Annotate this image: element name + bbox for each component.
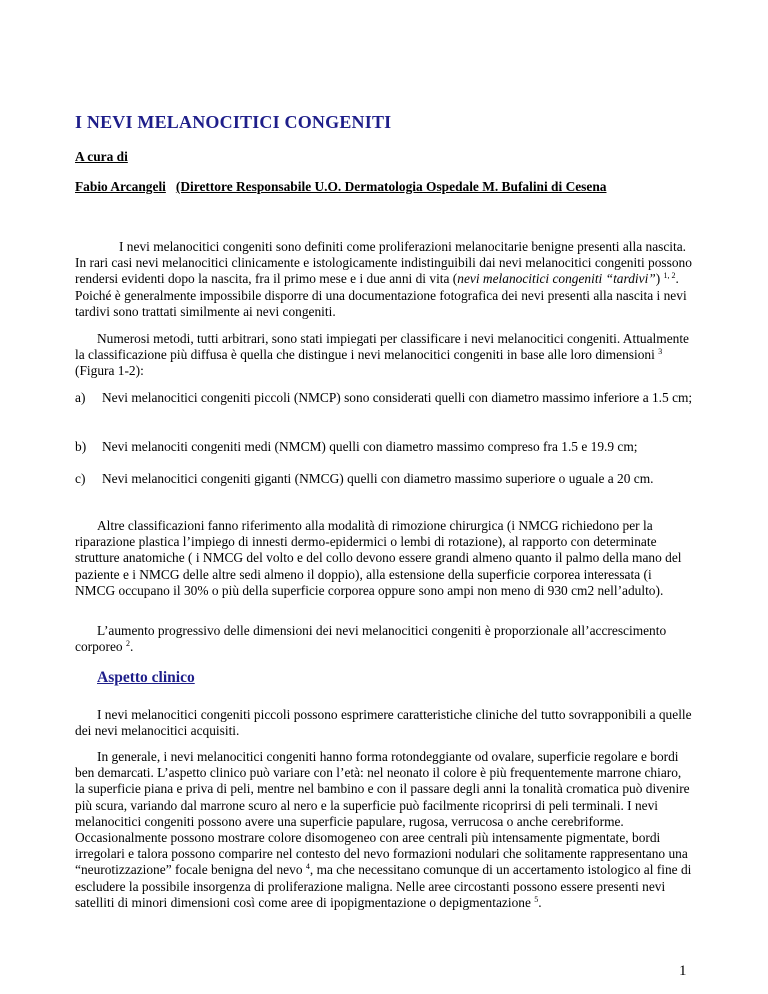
- author-line: [75, 179, 606, 195]
- list-item-text: Nevi melanocitici congeniti giganti (NMCG) quelli con diametro massimo superiore o uguale a 20 cm.: [102, 471, 654, 486]
- author-name: Fabio Arcangeli: [75, 179, 166, 194]
- growth-paragraph: L’aumento progressivo delle dimensioni dei nevi melanocitici congeniti è proporzionale all’accrescimento corporeo $^2$.: [75, 623, 667, 655]
- list-item: [75, 390, 693, 406]
- author-role: (Direttore Responsabile U.O. Dermatologia Ospedale M. Bufalini di Cesena: [175, 179, 607, 194]
- list-marker: a): [75, 390, 86, 405]
- list-item: [75, 471, 693, 487]
- list-marker: c): [75, 471, 86, 486]
- section-heading: Aspetto clinico: [97, 669, 195, 686]
- list-item-text: Nevi melanocitici congeniti piccoli (NMCP) sono considerati quelli con diametro massimo inferiore a 1.5 cm;: [102, 390, 693, 405]
- clinical-paragraph-1: I nevi melanocitici congeniti piccoli possono esprimere caratteristiche cliniche del tutto sovrapponibili a quelle dei nevi melanocitici acquisiti.: [75, 707, 692, 739]
- intro-paragraph: I nevi melanocitici congeniti sono definiti come proliferazioni melanocitarie benigne presenti alla nascita. In rari casi nevi melanocitici clinicamente e istologicamente indistinguibili dai nevi melanocitici congeniti possono rendersi evidenti dopo la nascita, fra il primo mese e i due anni di vita (nevi melanocitici congeniti “tardivi”) $^{1, 2}$. Poiché è generalmente impossibile disporre di una documentazione fotografica dei nevi presenti alla nascita i nevi tardivi sono trattati similmente ai nevi congeniti.: [75, 239, 692, 319]
- classification-paragraph: Numerosi metodi, tutti arbitrari, sono stati impiegati per classificare i nevi melanocitici congeniti. Attualmente la classificazione più diffusa è quella che distingue i nevi melanocitici congeniti in base alle loro dimensioni $^3$ (Figura 1-2):: [75, 331, 689, 379]
- document-title: I NEVI MELANOCITICI CONGENITI: [75, 112, 392, 132]
- page-number: 1: [679, 963, 687, 979]
- list-item-text: Nevi melanociti congeniti medi (NMCM) quelli con diametro massimo compreso fra 1.5 e 19.9 cm;: [102, 439, 638, 454]
- list-item: [75, 439, 693, 455]
- byline-label: A cura di: [75, 149, 128, 164]
- list-marker: b): [75, 439, 87, 454]
- other-classifications-paragraph: Altre classificazioni fanno riferimento alla modalità di rimozione chirurgica (i NMCG richiedono per la riparazione plastica l’impiego di innesti dermo-epidermici o lembi di rotazione), al rapporto con determinate strutture anatomiche ( i NMCG del volto e del collo devono essere grandi almeno quanto il palmo della mano del paziente e i NMCG delle altre sedi almeno il doppio), alla estensione della superficie corporea interessata (i NMCG occupano il 30% o più della superficie corporea oppure sono ampi non meno di 930 cm2 nell’adulto).: [75, 518, 682, 598]
- clinical-paragraph-2: In generale, i nevi melanocitici congeniti hanno forma rotondeggiante od ovalare, superficie regolare e bordi ben demarcati. L’aspetto clinico può variare con l’età: nel neonato il colore è più frequentemente marrone chiaro, la superficie piana e priva di peli, mentre nel bambino e con il passare degli anni la tonalità cromatica può divenire più scura, variando dal marrone scuro al nero e la superficie può facilmente ricoprirsi di peli terminali. I nevi melanocitici congeniti possono avere una superficie papulare, rugosa, verrucosa o anche cerebriforme. Occasionalmente possono mostrare colore disomogeneo con aree centrali più intensamente pigmentate, bordi irregolari e talora possono comparire nel contesto del nevo formazioni nodulari che solitamente rappresentano una “neurotizzazione” focale benigna del nevo $^4$, ma che necessitano comunque di un accertamento istologico al fine di escludere la possibile insorgenza di proliferazione maligna. Nelle aree circostanti possono essere presenti nevi satelliti di minori dimensioni così come aree di ipopigmentazione o depigmentazione $^5$.: [75, 749, 692, 910]
